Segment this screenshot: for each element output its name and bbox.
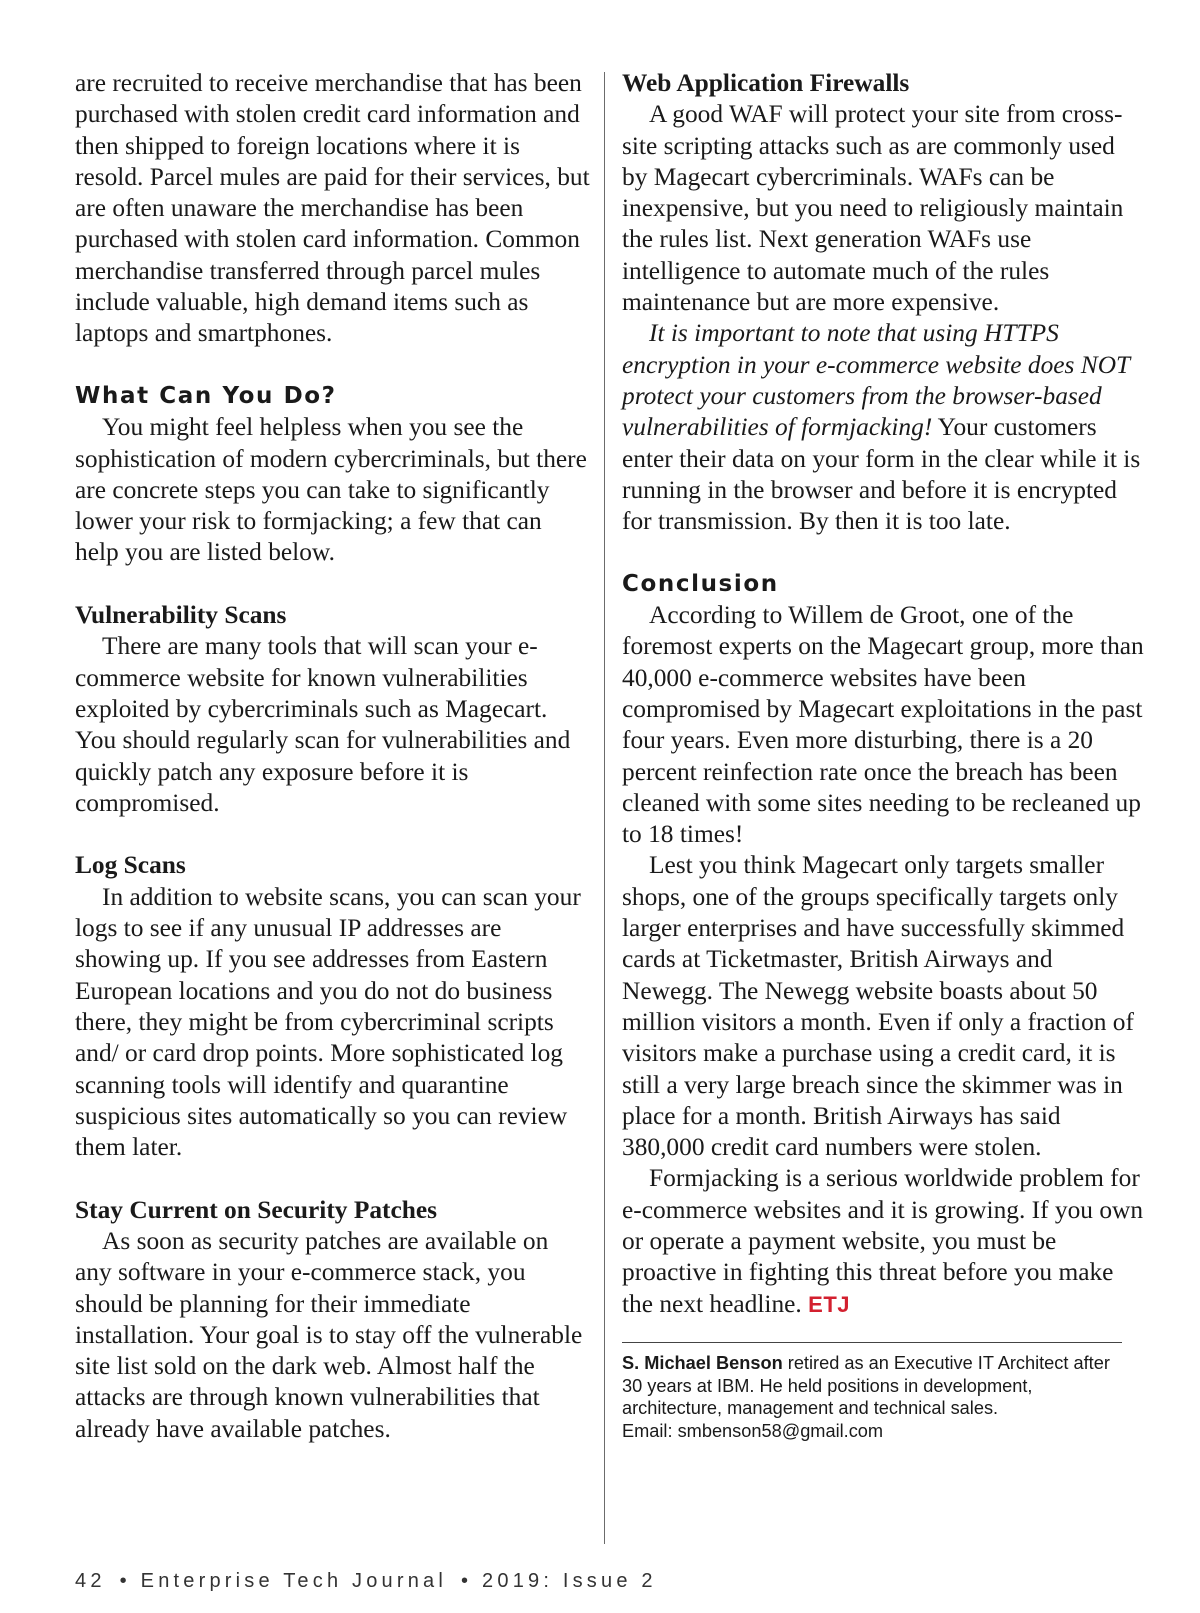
conclusion-paragraph-3-text: Formjacking is a serious worldwide problem for e-commerce websites and it is growing. If you own or operate a payment website, you must be proactive in fighting this threat before you make the next headline. [622,1164,1144,1318]
section-heading-what-can-you-do: What Can You Do? [75,382,337,409]
footer-bullet: • [119,1570,127,1592]
bio-divider [622,1342,1122,1343]
right-column [622,68,1144,1443]
page-number: 42 [75,1570,106,1592]
log-scans-paragraph: In addition to website scans, you can scan your logs to see if any unusual IP addresses are showing up. If you see addresses from Eastern European locations and you do not do business there, they might be from cybercriminal scripts and/ or card drop points. More sophisticated log scanning tools will identify and quarantine suspicious sites automatically so you can review them later. [75,882,581,1162]
https-paragraph [622,318,1144,537]
conclusion-paragraph-1: According to Willem de Groot, one of the foremost experts on the Magecart group, more than 40,000 e-commerce websites have been compromised by Magecart exploitations in the past four years. Even more disturbing, there is a 20 percent reinfection rate once the breach has been cleaned with some sites needing to be recleaned up to 18 times! [622,601,1144,849]
column-divider [604,72,605,1544]
conclusion-paragraph-3 [622,1163,1144,1319]
subheading-vulnerability-scans: Vulnerability Scans [75,601,287,630]
intro-paragraph: are recruited to receive merchandise that has been purchased with stolen credit card information and then shipped to foreign locations where it is resold. Parcel mules are paid for their services, but are often unaware the merchandise has been purchased with stolen card information. Common merchandise transferred through parcel mules include valuable, high demand items such as laptops and smartphones. [75,69,590,348]
publication-name: Enterprise Tech Journal [140,1570,448,1592]
conclusion-paragraph-2: Lest you think Magecart only targets smaller shops, one of the groups specifically targets only larger enterprises and have successfully skimmed cards at Ticketmaster, British Airways and Newegg. The Newegg website boasts about 50 million visitors a month. Even if only a fraction of visitors make a purchase using a credit card, it is still a very large breach since the skimmer was in place for a month. British Airways has said 380,000 credit card numbers were stolen. [622,851,1134,1162]
waf-paragraph: A good WAF will protect your site from cross-site scripting attacks such as are commonly used by Magecart cybercriminals. WAFs can be inexpensive, but you need to religiously maintain the rules list. Next generation WAFs use intelligence to automate much of the rules maintenance but are more expensive. [622,100,1124,317]
left-column [75,68,590,1445]
section-intro-paragraph: You might feel helpless when you see the sophistication of modern cybercriminals, but there are concrete steps you can take to significantly lower your risk to formjacking; a few that can help you are listed below. [75,413,587,567]
https-paragraph-rest: Your customers enter their data on your form in the clear while it is running in the browser and before it is encrypted for transmission. By then it is too late. [622,413,1141,536]
author-name: S. Michael Benson [622,1352,783,1373]
page-footer [75,1570,657,1593]
subheading-security-patches: Stay Current on Security Patches [75,1195,438,1224]
security-patches-paragraph: As soon as security patches are available on any software in your e-commerce stack, you should be planning for their immediate installation. Your goal is to stay off the vulnerable site list sold on the dark web. Almost half the attacks are through known vulnerabilities that already have available patches. [75,1226,583,1443]
issue-label: 2019: Issue 2 [482,1570,657,1592]
https-italic-note: It is important to note that using HTTPS encryption in your e-commerce website does NOT protect your customers from the browser-based vulnerabilities of formjacking! [622,319,1130,442]
vulnerability-scans-paragraph: There are many tools that will scan your e-commerce website for known vulnerabilities exploited by cybercriminals such as Magecart. You should regularly scan for vulnerabilities and quickly patch any exposure before it is compromised. [75,632,571,817]
etj-end-mark: ETJ [808,1291,850,1317]
author-bio-text: retired as an Executive IT Architect after 30 years at IBM. He held positions in development, architecture, management and technical sales. [622,1352,1110,1419]
footer-bullet: • [461,1570,469,1592]
author-email: Email: smbenson58@gmail.com [622,1421,884,1442]
author-bio [622,1352,1132,1443]
subheading-web-application-firewalls: Web Application Firewalls [622,69,910,97]
subheading-log-scans: Log Scans [75,851,186,880]
section-heading-conclusion: Conclusion [622,570,779,597]
